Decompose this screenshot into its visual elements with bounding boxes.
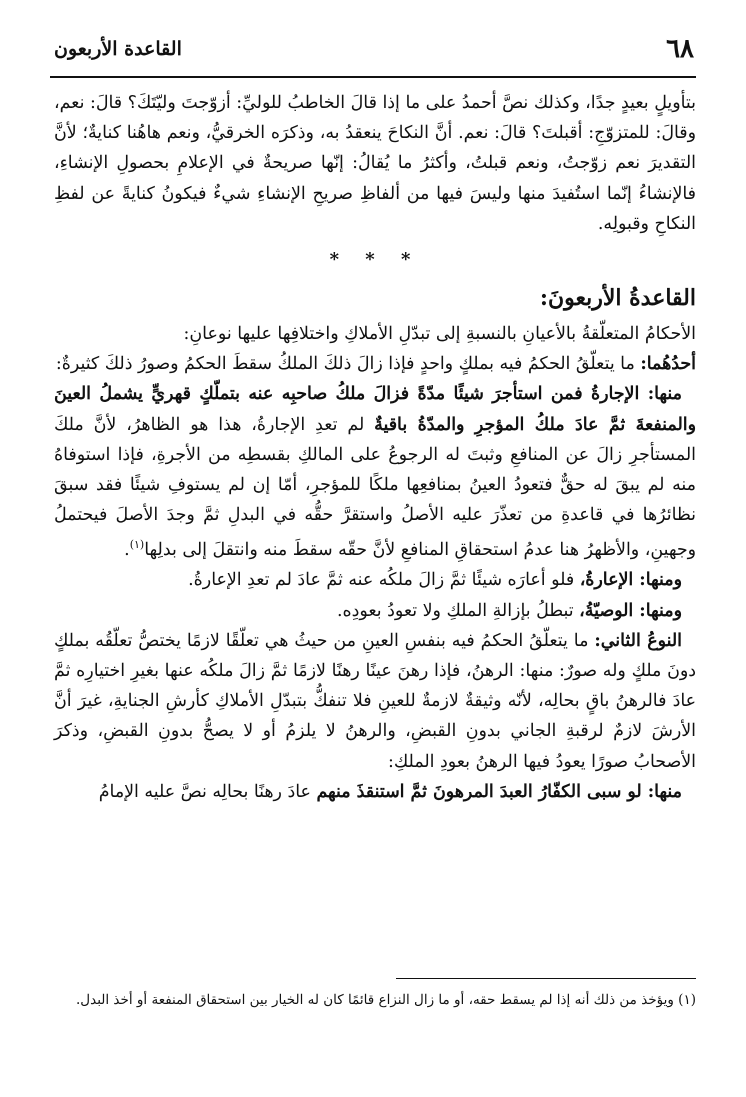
footnote: (١) ويؤخذ من ذلك أنه إذا لم يسقط حقه، أو ما زال النزاع قائمًا كان له الخيار بين استحقاق المنفعة أو أخذ البدل. bbox=[76, 992, 696, 1008]
type-one-text: ما يتعلّقُ الحكمُ فيه بملكٍ واحدٍ فإذا زالَ ذلكَ الملكُ سقطَ الحكمُ وصورُ ذلكَ كثيرةٌ: bbox=[55, 354, 635, 375]
footnote-divider bbox=[396, 978, 696, 979]
type-two-label: النوعُ الثاني: bbox=[594, 630, 682, 651]
type-one-label: أحدُهُما: bbox=[640, 354, 696, 375]
example-loan-label: ومنها: الإعارةُ، bbox=[579, 570, 682, 591]
example-will-text: تبطلُ بإزالةِ الملكِ ولا تعودُ بعودِه. bbox=[337, 600, 574, 621]
running-title: القاعدة الأربعون bbox=[54, 38, 182, 60]
last-example-label: منها: لو سبى الكفّارُ العبدَ المرهونَ ثمَّ استنقذَ منهم bbox=[316, 781, 682, 802]
paragraph-continuation: بتأويلٍ بعيدٍ جدًا، وكذلك نصَّ أحمدُ على ما إذا قالَ الخاطبُ للوليِّ: أزوّجتَ وليّتَكَ؟ قالَ: نعم، وقالَ: للمتزوّجِ: أقبلتَ؟ قالَ: نعم. أنَّ النكاحَ ينعقدُ به، وذكرَه الخرقيُّ، ونعم هاهُنا كنايةٌ؛ لأنَّ التقديرَ نعم زوّجتُ، ونعم قبلتُ، وأكثرُ ما يُقالُ: إنّها صريحةٌ في الإعلامِ بحصولِ الإنشاءِ، فالإنشاءُ إنّما استُفيدَ منها وليسَ فيها من ألفاظِ صريحِ الإنشاءِ شيءٌ فيكونُ كنايةً عن لفظِ النكاحِ وقبولِه. bbox=[54, 93, 696, 234]
paragraph-example-loan bbox=[54, 565, 696, 595]
footnote-reference[interactable]: (١) bbox=[129, 538, 145, 552]
section-separator: * * * bbox=[329, 249, 421, 271]
main-text bbox=[54, 88, 696, 807]
paragraph-example-will bbox=[54, 596, 696, 626]
example-lease-text: لم تعدِ الإجارةُ، هذا هو الظاهرُ، لأنَّ ملكَ المستأجرِ زالَ عن المنافعِ وثبتَ له الرجوعُ على المالكِ بقسطِه من الأجرةِ، فإذا استوفاهُ منه لم يبقَ له حقٌّ فتعودُ العينُ بمنافعِها ملكًا للمؤجرِ، أمّا إن لم يستوفِ شيئًا فقد سبقَ نظائرُها في قاعدةِ من تعذّرَ عليه الأصلُ واستقرَّ حقُّه في البدلِ ثمَّ وجدَ الأصلَ فيحتملُ وجهينِ، والأظهرُ هنا عدمُ استحقاقِ المنافعِ لأنَّ حقّه سقطَ منه وانتقلَ إلى بدلِها bbox=[54, 414, 696, 561]
chapter-title: القاعدةُ الأربعونَ: bbox=[539, 285, 696, 312]
paragraph-last bbox=[54, 777, 696, 807]
header-divider bbox=[50, 76, 696, 78]
paragraph-type-two bbox=[54, 626, 696, 777]
type-two-text: ما يتعلّقُ الحكمُ فيه بنفسِ العينِ من حيثُ هي تعلّقًا لازمًا يختصُّ تعلّقُه بملكٍ دونَ ملكٍ وله صورٌ: منها: الرهنُ، فإذا رهنَ عينًا رهنًا لازمًا ثمَّ زالَ ملكُه عنها بغيرِ اختيارِه ثمَّ عادَ فالرهنُ باقٍ بحالِه، لأنّه وثيقةٌ لازمةٌ للعينِ فلا تنفكُّ بتبدّلِ الأملاكِ كأرشِ الجنايةِ، غيرَ أنَّ الأرشَ لازمٌ لرقبةِ الجاني بدونِ القبضِ، والرهنُ لا يلزمُ أو لا يصحُّ بدونِ القبضِ، وذكرَ الأصحابُ صورًا يعودُ فيها الرهنُ بعودِ الملكِ: bbox=[54, 630, 696, 772]
example-loan-text: فلو أعارَه شيئًا ثمَّ زالَ ملكُه عنه ثمَّ عادَ لم تعدِ الإعارةُ. bbox=[188, 570, 575, 591]
page-header bbox=[50, 34, 696, 78]
example-lease-end: . bbox=[124, 540, 130, 561]
paragraph-intro: الأحكامُ المتعلّقةُ بالأعيانِ بالنسبةِ إلى تبدّلِ الأملاكِ واختلافِها عليها نوعانِ: bbox=[183, 324, 696, 345]
example-lease-label: منها: الإجارةُ فمن استأجرَ شيئًا مدّةً فزالَ ملكُ صاحبِه عنه بتملّكٍ قهريٍّ يشملُ العينَ والمنفعةَ ثمَّ عادَ ملكُ المؤجرِ والمدّةُ باقيةٌ bbox=[54, 384, 696, 435]
paragraph-example-lease bbox=[54, 379, 696, 565]
page-number: ٦٨ bbox=[666, 34, 694, 64]
paragraph-type-one bbox=[54, 349, 696, 379]
example-will-label: ومنها: الوصيّةُ، bbox=[579, 600, 682, 621]
last-example-text: عادَ رهنًا بحالِه نصَّ عليه الإمامُ bbox=[98, 781, 311, 802]
